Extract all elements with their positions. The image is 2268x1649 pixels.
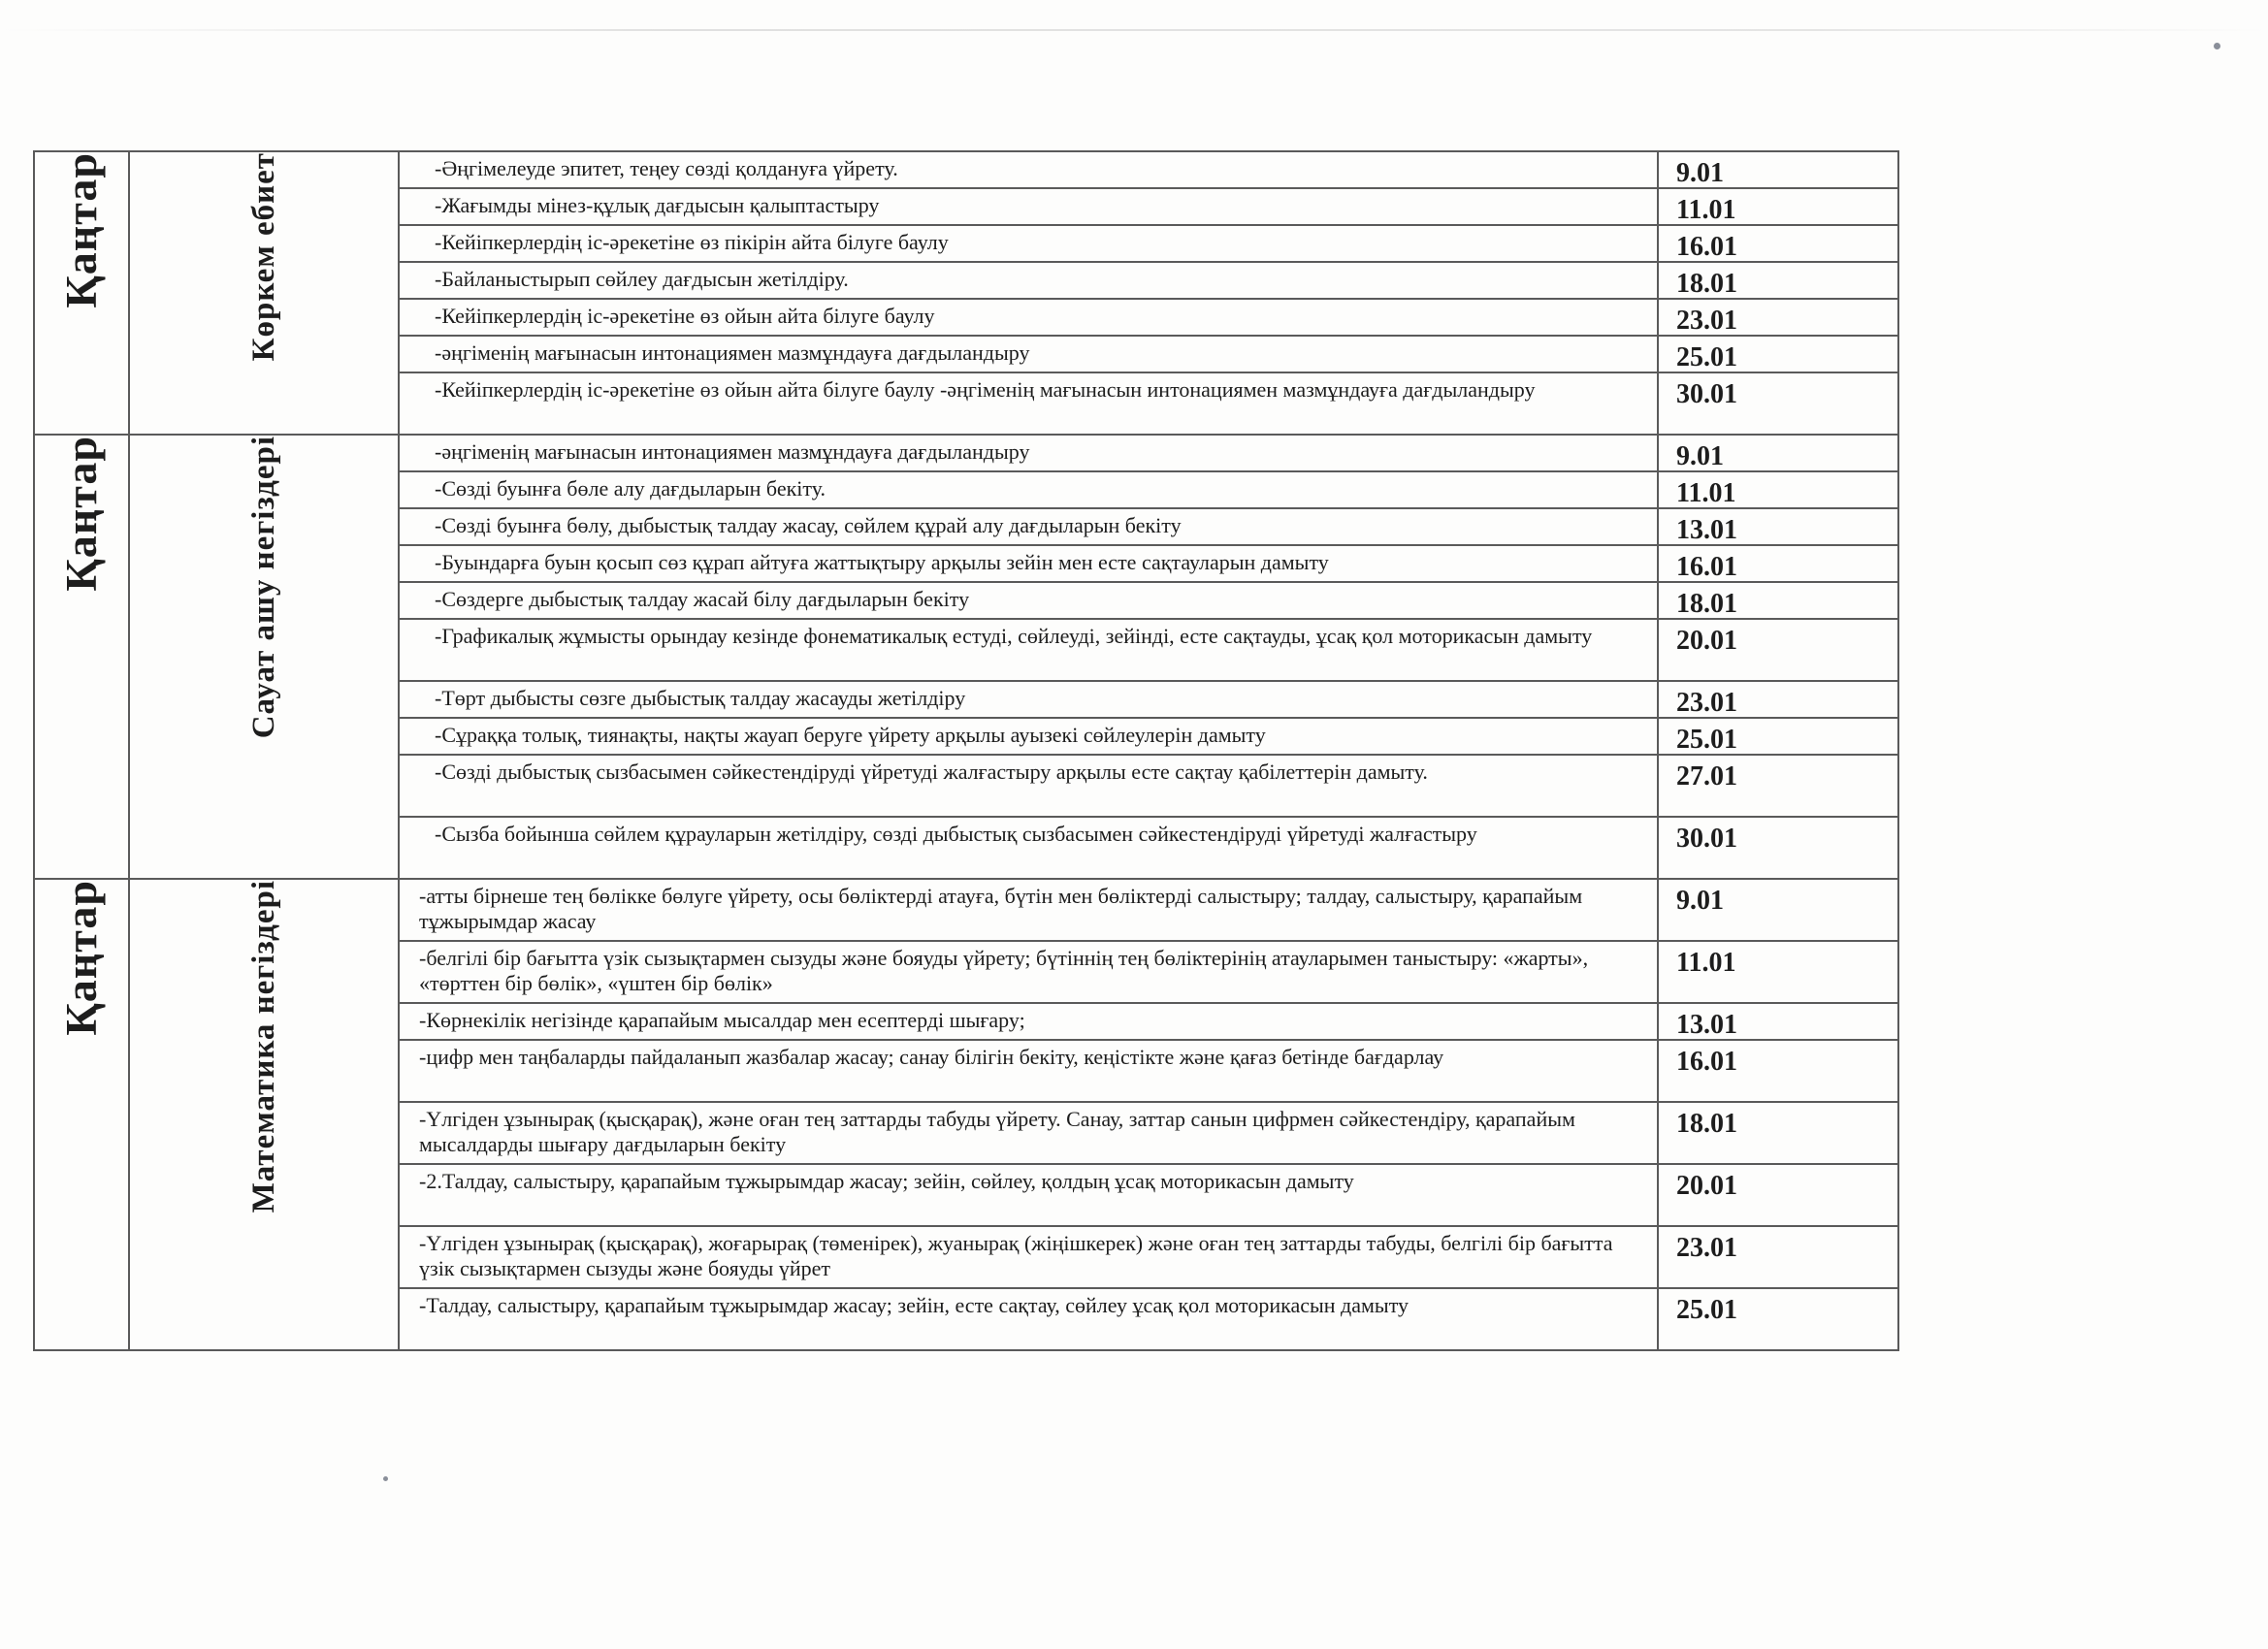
date-cell <box>1658 336 1898 372</box>
topic-text: -Сөздерге дыбыстық талдау жасай білу дағдыларын бекіту <box>435 587 970 611</box>
month-label: Қаңтар <box>56 880 106 1036</box>
topic-cell <box>399 188 1658 225</box>
topic-cell <box>399 336 1658 372</box>
topic-text: -Талдау, салыстыру, қарапайым тұжырымдар жасау; зейін, есте сақтау, сөйлеу ұсақ қол моторикасын дамыту <box>419 1293 1409 1317</box>
lesson-plan-body <box>34 151 1898 1350</box>
topic-cell <box>399 817 1658 879</box>
topic-cell <box>399 582 1658 619</box>
topic-text: -Байланыстырып сөйлеу дағдысын жетілдіру. <box>435 267 849 291</box>
topic-text: -әңгіменің мағынасын интонациямен мазмұндауға дағдыландыру <box>435 439 1030 464</box>
date-cell <box>1658 582 1898 619</box>
month-label: Қаңтар <box>56 436 106 592</box>
topic-cell <box>399 435 1658 471</box>
date-cell <box>1658 372 1898 435</box>
table-row <box>34 435 1898 471</box>
date-text: 16.01 <box>1676 552 1737 582</box>
date-text: 11.01 <box>1676 478 1736 508</box>
topic-cell <box>399 299 1658 336</box>
topic-cell <box>399 1164 1658 1226</box>
topic-cell <box>399 1226 1658 1288</box>
date-text: 16.01 <box>1676 232 1737 262</box>
table-row <box>34 879 1898 941</box>
topic-text: -Буындарға буын қосып сөз құрап айтуға жаттықтыру арқылы зейін мен есте сақтауларын дамыту <box>435 550 1329 574</box>
date-text: 23.01 <box>1676 1233 1737 1263</box>
topic-text: -цифр мен таңбаларды пайдаланып жазбалар жасау; санау білігін бекіту, кеңістікте және қағаз бетінде бағдарлау <box>419 1045 1444 1069</box>
topic-cell <box>399 372 1658 435</box>
date-cell <box>1658 718 1898 755</box>
topic-cell <box>399 755 1658 817</box>
date-text: 9.01 <box>1676 441 1724 471</box>
topic-cell <box>399 545 1658 582</box>
date-cell <box>1658 545 1898 582</box>
date-text: 13.01 <box>1676 515 1737 545</box>
topic-text: -Кейіпкерлердің іс-әрекетіне өз ойын айта білуге баулу -әңгіменің мағынасын интонациямен мазмұндауға дағдыландыру <box>435 377 1536 402</box>
table-row <box>34 151 1898 188</box>
topic-text: -Кейіпкерлердің іс-әрекетіне өз ойын айта білуге баулу <box>435 304 935 328</box>
date-text: 9.01 <box>1676 158 1724 188</box>
date-text: 27.01 <box>1676 761 1737 792</box>
topic-cell <box>399 718 1658 755</box>
topic-text: -Әңгімелеуде эпитет, теңеу сөзді қолдануға үйрету. <box>435 156 898 180</box>
date-cell <box>1658 1226 1898 1288</box>
date-cell <box>1658 225 1898 262</box>
topic-cell <box>399 1288 1658 1350</box>
subject-cell <box>129 151 399 435</box>
subject-cell <box>129 879 399 1350</box>
date-cell <box>1658 508 1898 545</box>
date-text: 9.01 <box>1676 886 1724 916</box>
scan-speck <box>2214 43 2220 49</box>
subject-cell <box>129 435 399 879</box>
date-text: 18.01 <box>1676 269 1737 299</box>
date-cell <box>1658 1040 1898 1102</box>
date-text: 23.01 <box>1676 306 1737 336</box>
date-cell <box>1658 262 1898 299</box>
scan-edge-line <box>0 29 2268 31</box>
date-text: 25.01 <box>1676 342 1737 372</box>
month-label: Қаңтар <box>56 152 106 308</box>
date-cell <box>1658 299 1898 336</box>
topic-text: -Сызба бойынша сөйлем құрауларын жетілдіру, сөзді дыбыстық сызбасымен сәйкестендіруді үйретуді жалғастыру <box>435 822 1477 846</box>
topic-cell <box>399 508 1658 545</box>
date-cell <box>1658 755 1898 817</box>
topic-cell <box>399 151 1658 188</box>
date-cell <box>1658 619 1898 681</box>
topic-text: -Сұраққа толық, тиянақты, нақты жауап беруге үйрету арқылы ауызекі сөйлеулерін дамыту <box>435 723 1266 747</box>
date-cell <box>1658 151 1898 188</box>
topic-text: -Сөзді дыбыстық сызбасымен сәйкестендіруді үйретуді жалғастыру арқылы есте сақтау қабілеттерін дамыту. <box>435 760 1428 784</box>
topic-cell <box>399 879 1658 941</box>
topic-text: -белгілі бір бағытта үзік сызықтармен сызуды және бояуды үйрету; бүтіннің тең бөліктерінің атауларымен таныстыру: «жарты», «төрттен бір бөлік», «үштен бір бөлік» <box>419 946 1589 995</box>
topic-text: -Сөзді буынға бөлу, дыбыстық талдау жасау, сөйлем құрай алу дағдыларын бекіту <box>435 513 1182 537</box>
topic-text: -Сөзді буынға бөле алу дағдыларын бекіту. <box>435 476 826 501</box>
date-cell <box>1658 1164 1898 1226</box>
date-cell <box>1658 681 1898 718</box>
topic-text: -2.Талдау, салыстыру, қарапайым тұжырымдар жасау; зейін, сөйлеу, қолдың ұсақ моторикасын дамыту <box>419 1169 1354 1193</box>
date-text: 25.01 <box>1676 1295 1737 1325</box>
topic-text: -Үлгіден ұзынырақ (қысқарақ), және оған тең заттарды табуды үйрету. Санау, заттар санын цифрмен сәйкестендіру, қарапайым мысалдарды шығару дағдыларын бекіту <box>419 1107 1575 1156</box>
scan-speck <box>383 1476 388 1481</box>
topic-text: -Жағымды мінез-құлық дағдысын қалыптастыру <box>435 193 880 217</box>
subject-label: Сауат ашу негіздері <box>245 436 281 739</box>
topic-cell <box>399 941 1658 1003</box>
subject-label: Көркем ебиет <box>245 152 281 362</box>
date-text: 30.01 <box>1676 379 1737 409</box>
date-cell <box>1658 188 1898 225</box>
date-text: 18.01 <box>1676 1109 1737 1139</box>
topic-text: -атты бірнеше тең бөлікке бөлуге үйрету, осы бөліктерді атауға, бүтін мен бөліктерді салыстыру; талдау, салыстыру, қарапайым тұжырымдар жасау <box>419 884 1583 933</box>
topic-text: -Үлгіден ұзынырақ (қысқарақ), жоғарырақ (төменірек), жуанырақ (жіңішкерек) және оған тең заттарды табуды, белгілі бір бағытта үзік сызықтармен сызуды және бояуды үйрет <box>419 1231 1613 1280</box>
topic-cell <box>399 681 1658 718</box>
date-cell <box>1658 879 1898 941</box>
topic-cell <box>399 262 1658 299</box>
date-text: 25.01 <box>1676 725 1737 755</box>
month-cell <box>34 435 129 879</box>
date-text: 23.01 <box>1676 688 1737 718</box>
date-text: 11.01 <box>1676 195 1736 225</box>
topic-cell <box>399 225 1658 262</box>
topic-cell <box>399 471 1658 508</box>
date-text: 20.01 <box>1676 626 1737 656</box>
date-cell <box>1658 817 1898 879</box>
date-text: 18.01 <box>1676 589 1737 619</box>
lesson-plan-table <box>33 150 1899 1351</box>
date-cell <box>1658 435 1898 471</box>
month-cell <box>34 879 129 1350</box>
date-cell <box>1658 471 1898 508</box>
date-cell <box>1658 1288 1898 1350</box>
topic-cell <box>399 1040 1658 1102</box>
topic-text: -әңгіменің мағынасын интонациямен мазмұндауға дағдыландыру <box>435 340 1030 365</box>
date-text: 30.01 <box>1676 824 1737 854</box>
date-cell <box>1658 1102 1898 1164</box>
date-text: 20.01 <box>1676 1171 1737 1201</box>
date-text: 11.01 <box>1676 948 1736 978</box>
topic-text: -Көрнекілік негізінде қарапайым мысалдар мен есептерді шығару; <box>419 1008 1025 1032</box>
date-text: 16.01 <box>1676 1047 1737 1077</box>
subject-label: Математика негіздері <box>245 880 281 1213</box>
topic-text: -Кейіпкерлердің іс-әрекетіне өз пікірін айта білуге баулу <box>435 230 949 254</box>
date-cell <box>1658 941 1898 1003</box>
topic-text: -Төрт дыбысты сөзге дыбыстық талдау жасауды жетілдіру <box>435 686 966 710</box>
topic-cell <box>399 1003 1658 1040</box>
date-text: 13.01 <box>1676 1010 1737 1040</box>
date-cell <box>1658 1003 1898 1040</box>
topic-text: -Графикалық жұмысты орындау кезінде фонематикалық естуді, сөйлеуді, зейінді, есте сақтауды, ұсақ қол моторикасын дамыту <box>435 624 1593 648</box>
topic-cell <box>399 1102 1658 1164</box>
month-cell <box>34 151 129 435</box>
topic-cell <box>399 619 1658 681</box>
